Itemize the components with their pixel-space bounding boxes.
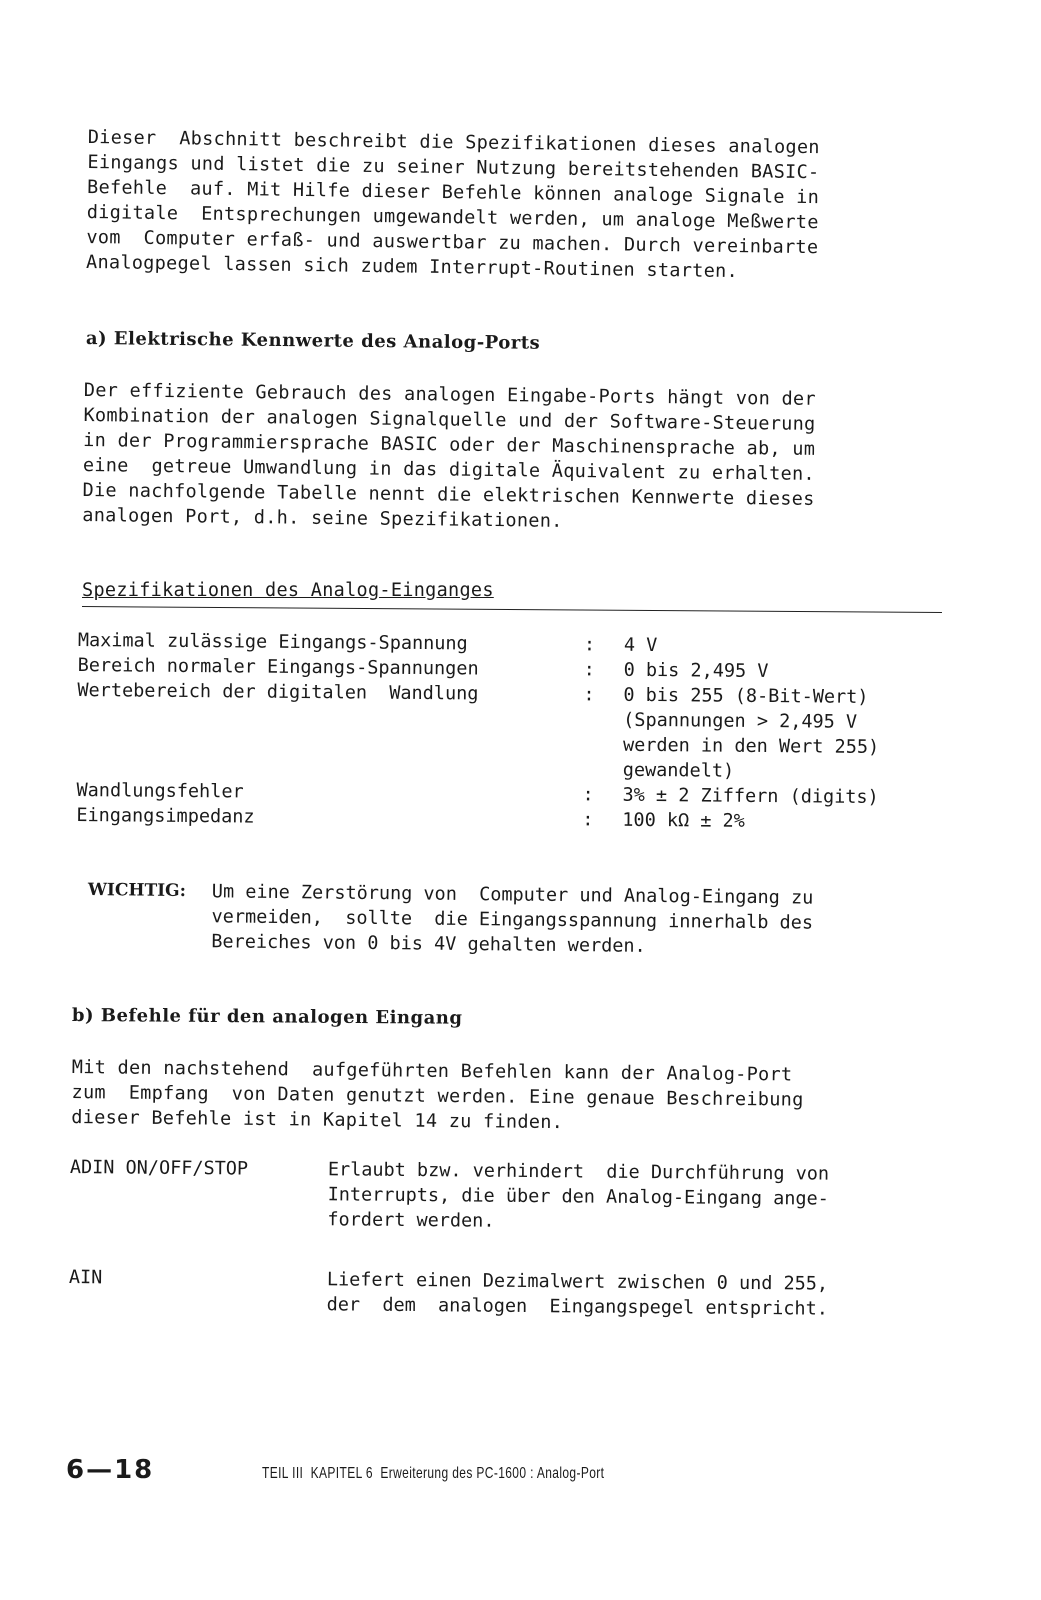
command-name: AIN [68, 1266, 103, 1289]
command-name: ADIN ON/OFF/STOP [69, 1156, 249, 1180]
command-item [69, 1265, 949, 1323]
warning-label: WICHTIG: [87, 879, 187, 902]
footer-text: TEIL III KAPITEL 6 Erweiterung des PC-1600 : Analog-Port [262, 1465, 605, 1482]
spec-colon: : [583, 684, 595, 706]
warning-text: Um eine Zerstörung von Computer und Analog-Eingang zu vermeiden, sollte die Eingangsspannung innerhalb des Bereiches von 0 bis 4V gehalten werden. [211, 881, 814, 957]
section-b-paragraph: Mit den nachstehend aufgeführten Befehlen kann der Analog-Port zum Empfang von Daten genutzt werden. Eine genaue Beschreibung dieser Befehle ist in Kapitel 14 zu finden. [71, 1056, 804, 1134]
page-number: 6—18 [66, 1455, 155, 1485]
command-list [68, 1155, 950, 1358]
spec-value: 100 kΩ ± 2% [622, 809, 745, 832]
section-a-heading: a) Elektrische Kennwerte des Analog-Ports [85, 328, 541, 354]
spec-label: Wandlungsfehler [76, 779, 244, 803]
command-description: Liefert einen Dezimalwert zwischen 0 und 255, der dem analogen Eingangspegel entspricht. [326, 1269, 829, 1320]
spec-table-rule [82, 606, 942, 613]
command-item [69, 1155, 950, 1238]
section-a-paragraph: Der effiziente Gebrauch des analogen Eingabe-Ports hängt von der Kombination der analogen Signalquelle und der Software-Steuerung in der Programmiersprache BASIC oder der Maschinensprache ab, um eine getreue Umwandlung in das digitale Äquivalent zu erhalten. Die nachfolgende Tabelle nennt die elektrischen Kennwerte dieses analogen Port, d.h. seine Spezifikationen. [82, 379, 816, 532]
spec-colon: : [582, 784, 594, 806]
spec-label: Eingangsimpedanz [76, 804, 255, 828]
spec-table-title: Spezifikationen des Analog-Einganges [82, 580, 494, 601]
spec-value: 4 V [623, 634, 658, 657]
section-b-heading: b) Befehle für den analogen Eingang [71, 1005, 463, 1029]
spec-row [77, 678, 958, 786]
spec-colon: : [582, 809, 594, 831]
spec-value: 0 bis 255 (8-Bit-Wert) (Spannungen > 2,495 V werden in den Wert 255) gewandelt) [622, 684, 880, 782]
spec-label: Bereich normaler Eingangs-Spannungen [77, 654, 479, 680]
warning-note [87, 878, 958, 962]
page-footer [66, 1455, 718, 1485]
spec-value: 3% ± 2 Ziffern (digits) [622, 784, 879, 808]
spec-value: 0 bis 2,495 V [623, 659, 769, 683]
command-description: Erlaubt bzw. verhindert die Durchführung von Interrupts, die über den Analog-Eingang ange- fordert werden. [327, 1159, 830, 1232]
spec-colon: : [583, 659, 595, 681]
spec-label: Wertebereich der digitalen Wandlung [77, 679, 479, 705]
intro-paragraph: Dieser Abschnitt beschreibt die Spezifikationen dieses analogen Eingangs und listet die zu seiner Nutzung bereitstehenden BASIC- Befehle auf. Mit Hilfe dieser Befehle können analoge Signale in digitale Entsprechungen umgewandelt werden, um analoge Meßwerte vom Computer erfaß- und auswertbar zu machen. Durch vereinbarte Analogpegel lassen sich zudem Interrupt-Routinen starten. [85, 126, 820, 283]
spec-label: Maximal zulässige Eingangs-Spannung [77, 629, 468, 655]
spec-table [76, 628, 958, 836]
spec-colon: : [583, 634, 596, 656]
